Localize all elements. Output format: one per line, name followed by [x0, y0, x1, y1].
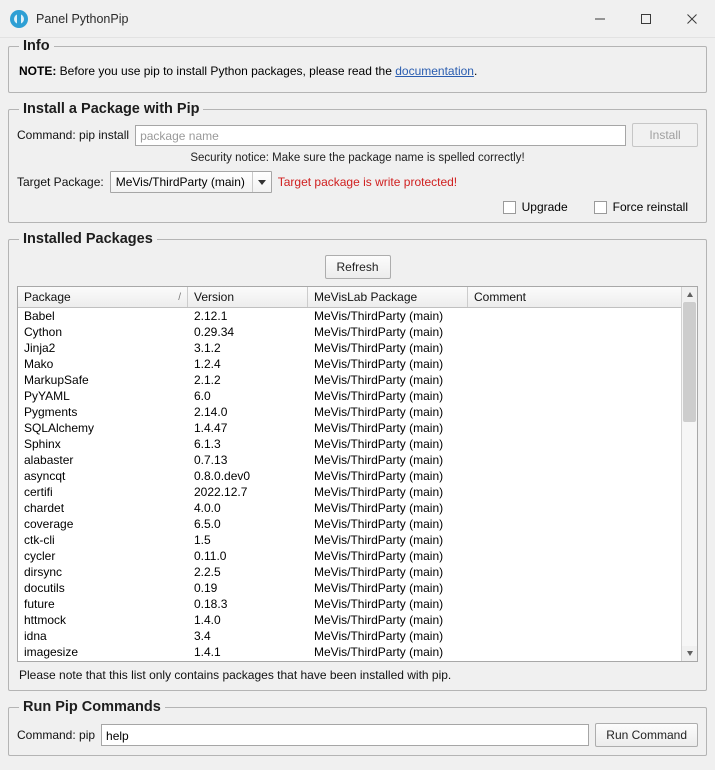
cell-comment: [468, 596, 681, 612]
cell-mevislab-package: MeVis/ThirdParty (main): [314, 549, 444, 563]
table-row[interactable]: [18, 580, 681, 596]
scrollbar-thumb[interactable]: [683, 302, 696, 422]
cell-mevislab-package: MeVis/ThirdParty (main): [314, 389, 444, 403]
cell-mevislab-package: MeVis/ThirdParty (main): [314, 629, 444, 643]
cell-comment: [468, 468, 681, 484]
install-button[interactable]: Install: [632, 123, 698, 147]
cell-version: 1.4.1: [194, 645, 221, 659]
table-row[interactable]: [18, 468, 681, 484]
table-row[interactable]: [18, 420, 681, 436]
cell-version: 0.7.13: [194, 453, 228, 467]
table-row[interactable]: [18, 564, 681, 580]
cell-mevislab-package: MeVis/ThirdParty (main): [314, 597, 444, 611]
table-row[interactable]: [18, 612, 681, 628]
target-package-value: MeVis/ThirdParty (main): [115, 175, 245, 189]
target-package-select[interactable]: [110, 171, 272, 193]
column-header-comment[interactable]: Comment: [474, 290, 527, 304]
installed-packages-group: [8, 231, 707, 691]
cell-package: MarkupSafe: [24, 373, 89, 387]
cell-package: ctk-cli: [24, 533, 55, 547]
package-name-input[interactable]: package name: [135, 125, 626, 146]
table-row[interactable]: [18, 644, 681, 660]
install-legend: Install a Package with Pip: [23, 101, 200, 117]
force-reinstall-label: Force reinstall: [612, 200, 688, 214]
cell-package: imagesize: [24, 645, 79, 659]
cell-package: alabaster: [24, 453, 74, 467]
info-note: [17, 60, 698, 84]
cell-package: chardet: [24, 501, 65, 515]
cell-version: 2.12.1: [194, 309, 228, 323]
cell-comment: [468, 340, 681, 356]
table-row[interactable]: [18, 452, 681, 468]
cell-package: future: [24, 597, 55, 611]
cell-version: 1.5: [194, 533, 211, 547]
cell-package: asyncqt: [24, 469, 66, 483]
window-controls: [577, 0, 715, 38]
app-icon: [10, 10, 28, 28]
cell-comment: [468, 612, 681, 628]
cell-mevislab-package: MeVis/ThirdParty (main): [314, 437, 444, 451]
cell-version: 3.1.2: [194, 341, 221, 355]
cell-package: Babel: [24, 309, 55, 323]
cell-mevislab-package: MeVis/ThirdParty (main): [314, 325, 444, 339]
packages-table-body[interactable]: [18, 308, 681, 661]
cell-package: idna: [24, 629, 47, 643]
cell-package: httmock: [24, 613, 67, 627]
cell-comment: [468, 628, 681, 644]
cell-package: coverage: [24, 517, 74, 531]
chevron-down-icon: [252, 172, 271, 192]
cell-package: cycler: [24, 549, 56, 563]
table-row[interactable]: [18, 516, 681, 532]
scroll-up-icon[interactable]: [682, 287, 697, 302]
column-header-package-label: Package: [24, 290, 71, 304]
target-package-label: Target Package:: [17, 175, 104, 189]
cell-comment: [468, 356, 681, 372]
force-reinstall-checkbox-box: [594, 201, 607, 214]
packages-footnote: Please note that this list only contains packages that have been installed with pip.: [19, 668, 452, 682]
table-row[interactable]: [18, 356, 681, 372]
table-row[interactable]: [18, 484, 681, 500]
sort-indicator-icon: /: [178, 291, 181, 303]
table-row[interactable]: [18, 372, 681, 388]
table-row[interactable]: [18, 388, 681, 404]
scrollbar-track[interactable]: [682, 302, 697, 646]
maximize-icon[interactable]: [623, 0, 669, 38]
security-notice: Security notice: Make sure the package name is spelled correctly!: [190, 152, 525, 164]
table-row[interactable]: [18, 596, 681, 612]
run-command-button[interactable]: Run Command: [595, 723, 698, 747]
cell-package: docutils: [24, 581, 65, 595]
cell-comment: [468, 436, 681, 452]
install-command-label: Command: pip install: [17, 128, 130, 142]
cell-mevislab-package: MeVis/ThirdParty (main): [314, 309, 444, 323]
info-note-text-before: Before you use pip to install Python packages, please read the: [56, 64, 396, 78]
upgrade-label: Upgrade: [521, 200, 568, 214]
run-pip-legend: Run Pip Commands: [23, 699, 161, 715]
panel-content: [0, 38, 715, 770]
cell-version: 1.2.4: [194, 357, 221, 371]
run-command-input[interactable]: help: [101, 724, 589, 746]
window-title: Panel PythonPip: [36, 11, 129, 26]
close-icon[interactable]: [669, 0, 715, 38]
cell-package: Mako: [24, 357, 54, 371]
table-row[interactable]: [18, 436, 681, 452]
cell-comment: [468, 644, 681, 660]
cell-version: 2.1.2: [194, 373, 221, 387]
cell-version: 6.0: [194, 389, 211, 403]
column-header-package[interactable]: [18, 287, 188, 307]
install-group: [8, 101, 707, 223]
packages-table-header: [18, 287, 681, 308]
info-legend: Info: [23, 38, 50, 54]
cell-mevislab-package: MeVis/ThirdParty (main): [314, 533, 444, 547]
cell-version: 1.4.47: [194, 421, 228, 435]
force-reinstall-checkbox[interactable]: [594, 200, 688, 214]
cell-comment: [468, 580, 681, 596]
documentation-link[interactable]: documentation: [395, 64, 474, 78]
cell-version: 4.0.0: [194, 501, 221, 515]
cell-mevislab-package: MeVis/ThirdParty (main): [314, 581, 444, 595]
cell-package: dirsync: [24, 565, 63, 579]
cell-mevislab-package: MeVis/ThirdParty (main): [314, 517, 444, 531]
packages-table-scrollbar[interactable]: [681, 287, 697, 661]
cell-mevislab-package: MeVis/ThirdParty (main): [314, 341, 444, 355]
run-pip-group: [8, 699, 707, 756]
cell-version: 3.4: [194, 629, 211, 643]
cell-version: 2.2.5: [194, 565, 221, 579]
table-row[interactable]: [18, 548, 681, 564]
cell-mevislab-package: MeVis/ThirdParty (main): [314, 421, 444, 435]
cell-mevislab-package: MeVis/ThirdParty (main): [314, 565, 444, 579]
packages-table: [17, 286, 698, 662]
installed-packages-legend: Installed Packages: [23, 231, 153, 247]
table-row[interactable]: [18, 340, 681, 356]
cell-version: 0.19: [194, 581, 218, 595]
title-bar: [0, 0, 715, 38]
cell-comment: [468, 372, 681, 388]
target-package-row: [17, 171, 698, 193]
table-row[interactable]: [18, 324, 681, 340]
table-row[interactable]: [18, 532, 681, 548]
cell-version: 2022.12.7: [194, 485, 248, 499]
refresh-button[interactable]: Refresh: [325, 255, 391, 279]
cell-comment: [468, 308, 681, 324]
cell-version: 0.8.0.dev0: [194, 469, 251, 483]
cell-mevislab-package: MeVis/ThirdParty (main): [314, 453, 444, 467]
column-header-mevislab-package[interactable]: MeVisLab Package: [308, 287, 468, 307]
install-options: [17, 193, 698, 214]
cell-package: Pygments: [24, 405, 78, 419]
cell-package: Jinja2: [24, 341, 56, 355]
info-note-label: NOTE:: [19, 64, 57, 78]
cell-comment: [468, 420, 681, 436]
cell-comment: [468, 564, 681, 580]
cell-version: 1.4.0: [194, 613, 221, 627]
info-note-text-after: .: [473, 64, 478, 78]
refresh-row: [17, 253, 698, 286]
cell-comment: [468, 500, 681, 516]
table-row[interactable]: [18, 628, 681, 644]
cell-mevislab-package: MeVis/ThirdParty (main): [314, 485, 444, 499]
cell-comment: [468, 404, 681, 420]
cell-mevislab-package: MeVis/ThirdParty (main): [314, 613, 444, 627]
cell-version: 0.11.0: [194, 549, 227, 563]
upgrade-checkbox-box: [503, 201, 516, 214]
info-group: [8, 38, 707, 93]
cell-comment: [468, 452, 681, 468]
run-command-label: Command: pip: [17, 728, 96, 742]
cell-mevislab-package: MeVis/ThirdParty (main): [314, 501, 444, 515]
cell-package: SQLAlchemy: [24, 421, 95, 435]
cell-mevislab-package: MeVis/ThirdParty (main): [314, 373, 444, 387]
cell-version: 2.14.0: [194, 405, 228, 419]
cell-comment: [468, 484, 681, 500]
table-row[interactable]: [18, 404, 681, 420]
cell-version: 0.29.34: [194, 325, 235, 339]
cell-package: PyYAML: [24, 389, 70, 403]
cell-package: certifi: [24, 485, 53, 499]
install-command-row: [17, 123, 698, 147]
cell-mevislab-package: MeVis/ThirdParty (main): [314, 405, 444, 419]
cell-version: 6.5.0: [194, 517, 221, 531]
run-command-row: [17, 721, 698, 747]
table-row[interactable]: [18, 308, 681, 324]
column-header-version[interactable]: Version: [188, 287, 308, 307]
cell-comment: [468, 388, 681, 404]
cell-package: Sphinx: [24, 437, 61, 451]
minimize-icon[interactable]: [577, 0, 623, 38]
table-row[interactable]: [18, 500, 681, 516]
packages-table-scrollarea: [18, 287, 681, 661]
scroll-down-icon[interactable]: [682, 646, 697, 661]
write-protected-warning: Target package is write protected!: [277, 175, 458, 189]
cell-comment: [468, 324, 681, 340]
cell-comment: [468, 532, 681, 548]
cell-comment: [468, 548, 681, 564]
cell-package: Cython: [24, 325, 63, 339]
cell-comment: [468, 516, 681, 532]
cell-mevislab-package: MeVis/ThirdParty (main): [314, 645, 444, 659]
cell-mevislab-package: MeVis/ThirdParty (main): [314, 469, 444, 483]
cell-version: 0.18.3: [194, 597, 228, 611]
upgrade-checkbox[interactable]: [503, 200, 568, 214]
cell-mevislab-package: MeVis/ThirdParty (main): [314, 357, 444, 371]
cell-version: 6.1.3: [194, 437, 221, 451]
